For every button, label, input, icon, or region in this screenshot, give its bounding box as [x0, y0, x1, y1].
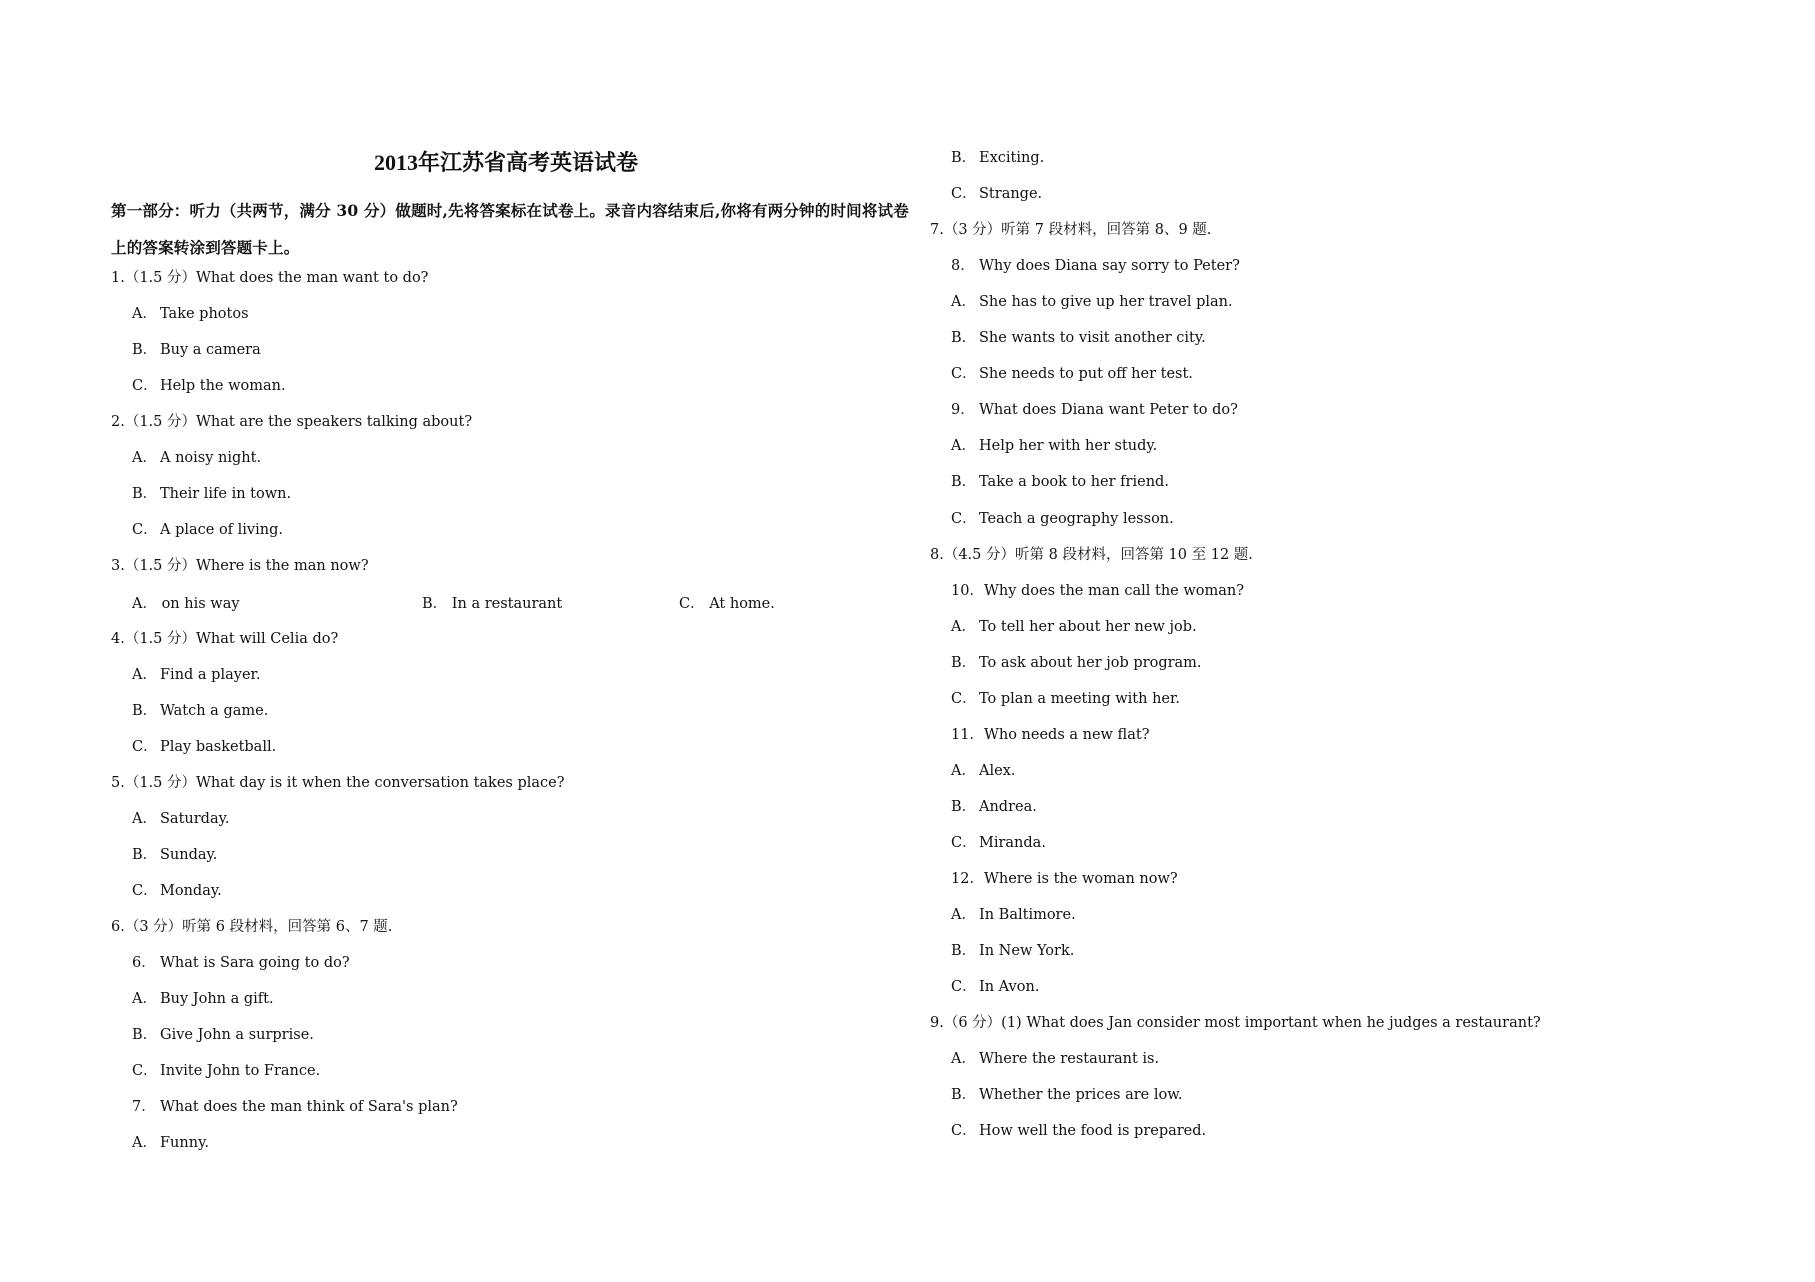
- option-label: B．: [951, 150, 977, 166]
- option-label: A．: [132, 810, 157, 827]
- question-item: 8.（4.5 分）听第 8 段材料，回答第 10 至 12 题.: [930, 546, 1253, 563]
- option-text: A place of living.: [160, 522, 283, 539]
- option-label: C．: [951, 366, 977, 383]
- option-label: B．: [951, 1087, 977, 1104]
- option-item: [951, 581, 1244, 601]
- option-text: What does Diana want Peter to do?: [979, 402, 1238, 419]
- option-label: B．: [951, 654, 977, 671]
- option-item: [951, 977, 1039, 997]
- option-item: [951, 905, 1076, 925]
- option-item: [951, 725, 1149, 745]
- option-item: [951, 941, 1074, 961]
- option-text: To tell her about her new job.: [979, 618, 1197, 635]
- option-text: Help her with her study.: [979, 438, 1158, 455]
- option-text: Their life in town.: [160, 486, 292, 503]
- option-label: C．: [951, 979, 977, 996]
- option-item: [132, 845, 217, 865]
- option-label: 6．: [132, 954, 156, 971]
- question-item: 4.（1.5 分）What will Celia do?: [111, 630, 339, 647]
- option-item: [132, 809, 229, 829]
- option-text: Invite John to France.: [160, 1063, 321, 1080]
- option-b: B． In a restaurant: [422, 596, 563, 613]
- option-label: C．: [132, 1063, 158, 1080]
- option-item: [132, 520, 283, 540]
- option-item: [951, 1121, 1206, 1141]
- option-label: A．: [951, 618, 976, 635]
- option-text: How well the food is prepared.: [979, 1123, 1207, 1140]
- option-text: What is Sara going to do?: [160, 954, 350, 971]
- option-label: C．: [132, 378, 158, 395]
- option-text: In New York.: [979, 943, 1075, 960]
- question-item: 9.（6 分）(1) What does Jan consider most important when he judges a restaurant?: [930, 1015, 1541, 1032]
- option-label: C．: [132, 522, 158, 539]
- option-label: 8．: [951, 258, 975, 275]
- question-item: 5.（1.5 分）What day is it when the conversation takes place?: [111, 774, 565, 791]
- option-item: [951, 761, 1015, 781]
- option-item: [132, 989, 274, 1009]
- option-label: A．: [951, 438, 976, 455]
- option-text: Sunday.: [160, 846, 218, 863]
- option-item: [132, 484, 291, 504]
- option-label: B．: [132, 846, 158, 863]
- option-text: Where is the woman now?: [983, 871, 1178, 887]
- option-label: 9．: [951, 402, 975, 419]
- option-label: B．: [951, 798, 977, 815]
- option-text: Funny.: [160, 1135, 209, 1152]
- option-label: 11．: [951, 726, 984, 743]
- option-label: A．: [132, 1135, 157, 1152]
- option-text: Give John a surprise.: [160, 1027, 314, 1044]
- option-text: What does the man think of Sara's plan?: [160, 1099, 458, 1116]
- option-label: 12．: [951, 871, 984, 887]
- option-text: Watch a game.: [160, 702, 269, 719]
- option-text: She has to give up her travel plan.: [979, 294, 1233, 311]
- question-item: 7.（3 分）听第 7 段材料，回答第 8、9 题.: [930, 222, 1212, 239]
- option-item: [132, 737, 276, 757]
- option-text: Take photos: [160, 306, 249, 323]
- option-text: Whether the prices are low.: [979, 1087, 1183, 1104]
- option-item: [951, 184, 1042, 204]
- option-item: [132, 376, 286, 396]
- option-item: [951, 148, 1044, 168]
- option-text: Saturday.: [160, 810, 230, 827]
- option-label: C．: [951, 510, 977, 527]
- option-item: [132, 665, 260, 685]
- option-label: B．: [132, 702, 158, 719]
- option-text: Miranda.: [979, 834, 1046, 851]
- option-text: In Avon.: [979, 979, 1040, 996]
- option-item: [132, 953, 350, 973]
- option-text: To plan a meeting with her.: [979, 690, 1180, 707]
- option-label: C．: [951, 1123, 977, 1140]
- option-text: Andrea.: [979, 798, 1037, 815]
- option-label: A．: [951, 762, 976, 779]
- option-text: Find a player.: [160, 666, 261, 683]
- option-text: She needs to put off her test.: [979, 366, 1193, 383]
- question-item: 3.（1.5 分）Where is the man now?: [111, 558, 369, 575]
- option-text: Teach a geography lesson.: [979, 510, 1174, 527]
- option-item: [951, 509, 1174, 529]
- option-label: A．: [951, 1051, 976, 1068]
- option-text: Why does Diana say sorry to Peter?: [979, 258, 1240, 275]
- option-item: [951, 292, 1233, 312]
- section-instructions: 第一部分：听力（共两节，满分 30 分）做题时,先将答案标在试卷上。录音内容结束后,你将有两分钟的时间将试卷上的答案转涂到答题卡上。: [111, 201, 909, 257]
- option-item: [951, 1085, 1183, 1105]
- option-item: [132, 1061, 320, 1081]
- option-text: Monday.: [160, 882, 222, 899]
- option-label: B．: [951, 330, 977, 347]
- option-item: [951, 328, 1206, 348]
- option-text: Exciting.: [979, 150, 1045, 166]
- option-label: C．: [951, 186, 977, 203]
- option-item: [132, 340, 261, 360]
- option-item: [951, 653, 1202, 673]
- question-item: 1.（1.5 分）What does the man want to do?: [111, 270, 429, 286]
- option-item: [951, 400, 1238, 420]
- option-item: [132, 1133, 209, 1153]
- option-text: She wants to visit another city.: [979, 330, 1206, 347]
- option-text: Buy John a gift.: [160, 991, 274, 1007]
- question-item: 2.（1.5 分）What are the speakers talking about?: [111, 414, 473, 431]
- option-label: C．: [132, 882, 158, 899]
- option-item: [951, 364, 1193, 384]
- option-item: [132, 701, 268, 721]
- option-label: B．: [132, 342, 158, 359]
- option-text: To ask about her job program.: [979, 654, 1202, 671]
- option-item: [132, 304, 249, 324]
- option-label: B．: [132, 1027, 158, 1044]
- option-item: [132, 1025, 314, 1045]
- option-item: [951, 797, 1037, 817]
- option-label: B．: [132, 486, 158, 503]
- option-item: [951, 472, 1169, 492]
- option-item: [132, 448, 261, 468]
- option-text: Play basketball.: [160, 738, 277, 755]
- option-text: Strange.: [979, 186, 1043, 203]
- option-label: B．: [951, 474, 977, 491]
- option-text: Take a book to her friend.: [979, 474, 1169, 491]
- option-label: A．: [951, 294, 976, 311]
- option-item: [132, 881, 222, 901]
- option-item: [951, 436, 1157, 456]
- option-c: C． At home.: [679, 596, 775, 613]
- option-a: A． on his way: [132, 596, 240, 613]
- option-label: C．: [951, 834, 977, 851]
- option-label: A．: [951, 907, 976, 924]
- option-item: [951, 833, 1046, 853]
- page-title: 2013年江苏省高考英语试卷: [373, 150, 638, 175]
- option-text: Who needs a new flat?: [983, 726, 1150, 743]
- option-text: Buy a camera: [160, 342, 261, 359]
- option-label: A．: [132, 666, 157, 683]
- option-item: [951, 689, 1180, 709]
- option-label: 7．: [132, 1099, 156, 1116]
- option-item: [951, 617, 1197, 637]
- option-text: Alex.: [979, 762, 1016, 779]
- option-label: A．: [132, 991, 157, 1007]
- option-label: C．: [132, 738, 158, 755]
- option-label: A．: [132, 306, 157, 323]
- option-item: [951, 869, 1178, 889]
- option-label: 10．: [951, 582, 984, 599]
- option-text: In Baltimore.: [979, 907, 1076, 924]
- option-label: B．: [951, 943, 977, 960]
- option-text: A noisy night.: [160, 450, 262, 467]
- option-text: Why does the man call the woman?: [983, 582, 1244, 599]
- option-item: [951, 1049, 1159, 1069]
- option-item: [132, 1097, 458, 1117]
- option-text: Help the woman.: [160, 378, 286, 395]
- option-label: C．: [951, 690, 977, 707]
- option-label: A．: [132, 450, 157, 467]
- question-item: 6.（3 分）听第 6 段材料，回答第 6、7 题.: [111, 918, 393, 935]
- option-text: Where the restaurant is.: [979, 1051, 1160, 1068]
- option-item: [951, 256, 1240, 276]
